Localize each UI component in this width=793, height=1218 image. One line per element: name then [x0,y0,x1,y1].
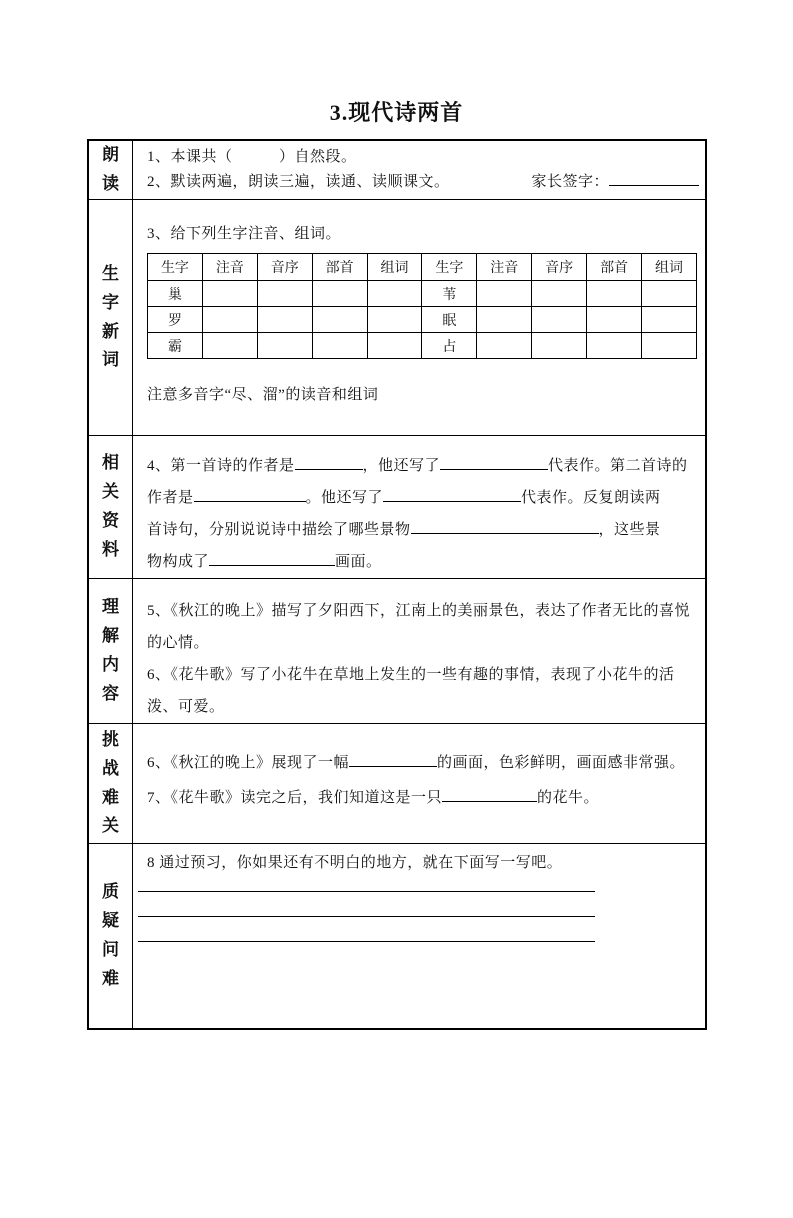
fill-in-blank [442,787,537,802]
challenge-text: 7、《花牛歌》读完之后，我们知道这是一只 [147,790,443,806]
section-new-words [89,199,705,435]
word-table-row [148,307,697,333]
section-challenge-label: 挑战难关 [101,729,119,836]
reference-line-3 [147,514,697,546]
section-new-words-label-cell [89,200,133,435]
reading-item-2-row [147,170,699,195]
comprehension-item-5: 5、《秋江的晚上》描写了夕阳西下，江南上的美丽景色，表达了作者无比的喜悦的心情。 [147,603,691,651]
word-table-row [148,281,697,307]
section-reading-label-cell [89,141,133,199]
writing-line [138,892,595,917]
word-empty-cell [587,281,642,307]
word-char-cell: 眠 [422,307,477,333]
reference-line-2 [147,482,697,514]
reference-text: 代表作。反复朗读两 [521,490,661,506]
word-table-row [148,333,697,359]
reading-item-2: 2、默读两遍，朗读三遍，读通、读顺课文。 [147,174,450,190]
parent-signature-label: 家长签字： [531,174,609,190]
page-title: 3.现代诗两首 [329,100,464,125]
fill-in-blank [440,455,548,470]
word-table-header: 生字 [422,254,477,281]
parent-signature [531,170,699,195]
fill-in-blank [383,487,521,502]
section-reference-content [133,436,705,578]
word-empty-cell [367,333,422,359]
word-empty-cell [202,333,257,359]
word-empty-cell [257,307,312,333]
word-empty-cell [367,307,422,333]
new-words-instruction: 3、给下列生字注音、组词。 [147,226,342,242]
reference-text: 物构成了 [147,554,210,570]
fill-in-blank [295,455,363,470]
word-empty-cell [587,307,642,333]
word-table-header: 生字 [148,254,203,281]
word-table-header-row [148,254,697,281]
word-empty-cell [477,281,532,307]
word-table-header: 组词 [642,254,697,281]
comprehension-item-6: 6、《花牛歌》写了小花牛在草地上发生的一些有趣的事情，表现了小花牛的活泼、可爱。 [147,667,675,715]
word-empty-cell [532,307,587,333]
section-reading-content [133,141,705,199]
word-empty-cell [202,281,257,307]
section-comprehension-label: 理解内容 [101,597,119,703]
word-empty-cell [642,333,697,359]
word-char-cell: 苇 [422,281,477,307]
reading-item-1: 1、本课共（ ）自然段。 [147,149,357,165]
writing-line [138,917,595,942]
section-reference [89,435,705,578]
section-comprehension-label-cell [89,579,133,723]
section-reading-label: 朗读 [101,145,119,193]
word-char-cell: 霸 [148,333,203,359]
section-new-words-label: 生字新词 [101,263,119,370]
word-empty-cell [312,333,367,359]
challenge-text: 的画面，色彩鲜明，画面感非常强。 [437,755,686,771]
section-reference-label: 相关资料 [101,453,119,559]
word-table-header: 部首 [587,254,642,281]
fill-in-blank [194,487,306,502]
section-comprehension [89,578,705,723]
challenge-text: 6、《秋江的晚上》展现了一幅 [147,755,350,771]
word-empty-cell [642,307,697,333]
section-reading [89,141,705,199]
section-challenge-label-cell [89,724,133,843]
word-empty-cell [257,281,312,307]
word-empty-cell [367,281,422,307]
reference-line-4 [147,546,697,578]
word-empty-cell [477,333,532,359]
reference-text: ，这些景 [598,522,661,538]
reference-text: 4、第一首诗的作者是 [147,458,295,474]
word-table-header: 注音 [477,254,532,281]
section-questions [89,843,705,1028]
section-comprehension-content [133,579,705,723]
fill-in-blank [209,551,335,566]
word-empty-cell [202,307,257,333]
questions-prompt: 8 通过预习，你如果还有不明白的地方，就在下面写一写吧。 [147,855,563,871]
polyphone-note: 注意多音字“尽、溜”的读音和组词 [147,387,379,403]
word-empty-cell [257,333,312,359]
writing-line [138,876,595,892]
reference-line-1 [147,450,697,482]
section-questions-label: 质疑问难 [101,882,119,988]
section-challenge-content [133,724,705,843]
word-empty-cell [532,281,587,307]
word-study-table [147,253,697,359]
word-empty-cell [532,333,587,359]
challenge-text: 的花牛。 [537,790,600,806]
section-challenge [89,723,705,843]
section-new-words-content [133,200,705,435]
fill-in-blank [609,171,699,186]
reference-text: ，他还写了 [362,458,441,474]
word-empty-cell [312,307,367,333]
word-char-cell: 罗 [148,307,203,333]
word-char-cell: 巢 [148,281,203,307]
fill-in-blank [411,519,599,534]
word-table-header: 部首 [312,254,367,281]
word-table-header: 注音 [202,254,257,281]
challenge-line-2 [147,781,697,816]
reference-text: 首诗句，分别说说诗中描绘了哪些景物 [147,522,411,538]
challenge-line-1 [147,746,697,781]
word-table-header: 组词 [367,254,422,281]
word-empty-cell [312,281,367,307]
worksheet-table [87,139,707,1030]
reference-text: 代表作。第二首诗的 [548,458,688,474]
section-reference-label-cell [89,436,133,578]
word-table-header: 音序 [532,254,587,281]
word-empty-cell [587,333,642,359]
reference-text: 作者是 [147,490,194,506]
word-char-cell: 占 [422,333,477,359]
reference-text: 。他还写了 [305,490,384,506]
section-questions-label-cell [89,844,133,1028]
fill-in-blank [349,752,437,767]
word-empty-cell [642,281,697,307]
section-questions-content [133,844,705,1028]
reference-text: 画面。 [335,554,382,570]
word-empty-cell [477,307,532,333]
word-table-header: 音序 [257,254,312,281]
